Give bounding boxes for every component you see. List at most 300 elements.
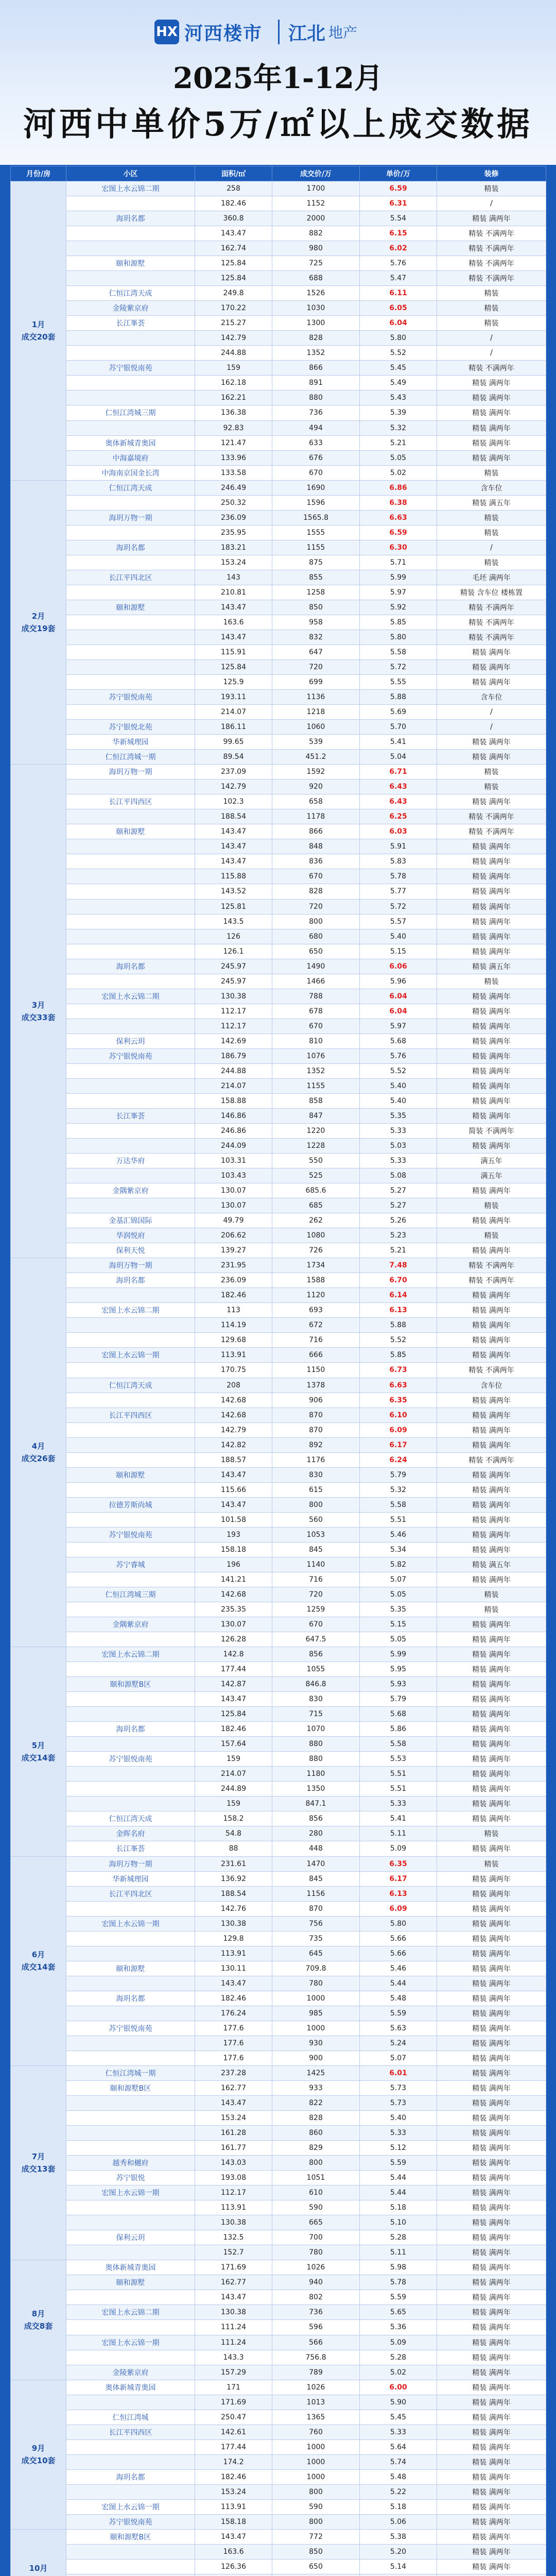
project-cell: [66, 884, 195, 899]
table-row: [11, 1617, 546, 1632]
price-cell: 940: [272, 2275, 360, 2290]
project-cell: 颐和源墅: [66, 600, 195, 615]
table-row: [11, 1078, 546, 1093]
decoration-cell: 精装 满两年: [437, 1093, 546, 1108]
table-row: [11, 435, 546, 450]
price-cell: 1259: [272, 1602, 360, 1617]
project-cell: [66, 1422, 195, 1437]
decoration-cell: 精装 满两年: [437, 1527, 546, 1542]
project-cell: 长江平四西区: [66, 1408, 195, 1422]
unit-price-cell: 6.43: [360, 779, 437, 794]
unit-price-cell: 5.76: [360, 256, 437, 271]
table-row: [11, 1871, 546, 1886]
price-cell: 590: [272, 2499, 360, 2514]
price-cell: 1155: [272, 540, 360, 555]
decoration-cell: 精装 不满两年: [437, 824, 546, 839]
project-cell: [66, 645, 195, 659]
decoration-cell: 精装 满两年: [437, 1647, 546, 1662]
price-cell: 1030: [272, 301, 360, 316]
table-row: [11, 256, 546, 271]
project-cell: [66, 1452, 195, 1467]
project-cell: 越秀和樾府: [66, 2156, 195, 2171]
area-cell: 237.28: [195, 2065, 272, 2080]
unit-price-cell: 5.97: [360, 1019, 437, 1033]
project-cell: 宏图上水云锦二期: [66, 181, 195, 196]
unit-price-cell: 5.11: [360, 2245, 437, 2260]
table-row: [11, 405, 546, 420]
table-row: [11, 226, 546, 241]
brand-divider: [278, 20, 280, 44]
decoration-cell: 精装 满两年: [437, 2245, 546, 2260]
price-cell: 650: [272, 2559, 360, 2574]
project-cell: [66, 2544, 195, 2559]
price-cell: 789: [272, 2365, 360, 2380]
price-cell: 1258: [272, 585, 360, 600]
unit-price-cell: 5.59: [360, 2290, 437, 2305]
area-cell: 142.68: [195, 1408, 272, 1422]
table-row: [11, 2559, 546, 2574]
price-cell: 930: [272, 2036, 360, 2050]
price-cell: 736: [272, 2305, 360, 2320]
area-cell: 208: [195, 1378, 272, 1393]
area-cell: 244.89: [195, 1782, 272, 1797]
price-cell: 800: [272, 1497, 360, 1512]
decoration-cell: 精装 满两年: [437, 1078, 546, 1093]
unit-price-cell: 5.02: [360, 2365, 437, 2380]
project-cell: [66, 271, 195, 286]
col-header-price: 成交价/万: [272, 166, 360, 181]
table-row: [11, 1916, 546, 1931]
unit-price-cell: 5.73: [360, 2096, 437, 2111]
table-row: [11, 884, 546, 899]
unit-price-cell: 5.79: [360, 1692, 437, 1707]
area-cell: 121.47: [195, 435, 272, 450]
price-cell: 699: [272, 675, 360, 690]
unit-price-cell: 5.46: [360, 1527, 437, 1542]
project-cell: [66, 2454, 195, 2469]
project-cell: 苏宁银悦南苑: [66, 690, 195, 705]
decoration-cell: 精装 满两年: [437, 1243, 546, 1258]
price-cell: 880: [272, 1737, 360, 1752]
decoration-cell: 精装 不满两年: [437, 256, 546, 271]
project-cell: 保利天悦: [66, 1243, 195, 1258]
brand-mark: HX: [154, 20, 179, 44]
table-row: [11, 2335, 546, 2350]
area-cell: 126.1: [195, 944, 272, 959]
unit-price-cell: 5.69: [360, 705, 437, 720]
decoration-cell: /: [437, 705, 546, 720]
partner-mark: 江北: [288, 23, 326, 44]
area-cell: 143.3: [195, 2350, 272, 2365]
project-cell: [66, 2245, 195, 2260]
table-row: [11, 2156, 546, 2171]
decoration-cell: 精装: [437, 555, 546, 570]
area-cell: 161.77: [195, 2141, 272, 2156]
project-cell: 金隅紫京府: [66, 1617, 195, 1632]
decoration-cell: 精装 满两年: [437, 2439, 546, 2454]
unit-price-cell: [360, 2574, 437, 2576]
unit-price-cell: 6.13: [360, 1303, 437, 1318]
price-cell: 1060: [272, 720, 360, 735]
decoration-cell: 精装 满两年: [437, 1722, 546, 1737]
table-row: [11, 1542, 546, 1557]
decoration-cell: 精装 满两年: [437, 944, 546, 959]
project-cell: 奥体新城青奥园: [66, 2260, 195, 2275]
table-row: [11, 570, 546, 585]
unit-price-cell: 5.72: [360, 899, 437, 914]
price-cell: 830: [272, 1692, 360, 1707]
table-row: [11, 660, 546, 675]
area-cell: 139.27: [195, 1243, 272, 1258]
price-cell: 1378: [272, 1378, 360, 1393]
project-cell: [66, 1797, 195, 1811]
price-cell: 1053: [272, 1527, 360, 1542]
unit-price-cell: 5.76: [360, 1048, 437, 1063]
decoration-cell: 精装 满两年: [437, 2006, 546, 2021]
project-cell: [66, 1093, 195, 1108]
area-cell: 161.28: [195, 2126, 272, 2141]
table-row: [11, 750, 546, 765]
decoration-cell: 精装 不满两年: [437, 1363, 546, 1378]
unit-price-cell: 5.99: [360, 570, 437, 585]
decoration-cell: 精装 满两年: [437, 1139, 546, 1154]
table-row: [11, 1737, 546, 1752]
unit-price-cell: 5.07: [360, 2050, 437, 2065]
unit-price-cell: 5.15: [360, 944, 437, 959]
project-cell: 长江平四西区: [66, 794, 195, 809]
project-cell: [66, 346, 195, 361]
unit-price-cell: 5.27: [360, 1198, 437, 1213]
table-row: [11, 615, 546, 630]
table-row: [11, 2484, 546, 2499]
decoration-cell: 精装 满两年: [437, 435, 546, 450]
project-cell: 万达华府: [66, 1154, 195, 1168]
area-cell: 143.47: [195, 854, 272, 869]
price-cell: 525: [272, 1168, 360, 1183]
price-cell: 772: [272, 2529, 360, 2544]
price-cell: 1365: [272, 2410, 360, 2425]
price-cell: 1070: [272, 1722, 360, 1737]
decoration-cell: 精装 满两年: [437, 1408, 546, 1422]
project-cell: [66, 420, 195, 435]
price-cell: 650: [272, 944, 360, 959]
price-cell: 1592: [272, 765, 360, 779]
decoration-cell: 精装 满两年: [437, 2080, 546, 2095]
decoration-cell: 精装 满两年: [437, 1752, 546, 1767]
area-cell: 102.3: [195, 794, 272, 809]
unit-price-cell: 5.32: [360, 1482, 437, 1497]
unit-price-cell: 5.92: [360, 600, 437, 615]
decoration-cell: 精装 满两年: [437, 2484, 546, 2499]
table-row: [11, 301, 546, 316]
table-row: [11, 720, 546, 735]
price-cell: 1588: [272, 1273, 360, 1288]
project-cell: 宏图上水云锦一期: [66, 2499, 195, 2514]
project-cell: 宏图上水云锦一期: [66, 2185, 195, 2200]
decoration-cell: 精装 不满两年: [437, 600, 546, 615]
area-cell: 136.38: [195, 405, 272, 420]
table-row: [11, 1811, 546, 1826]
area-cell: 237.09: [195, 765, 272, 779]
month-cell: 9月 成交10套: [11, 2380, 66, 2529]
price-cell: 800: [272, 914, 360, 929]
area-cell: 250.47: [195, 2410, 272, 2425]
decoration-cell: 精装 满两年: [437, 1811, 546, 1826]
decoration-cell: 精装 满两年: [437, 2514, 546, 2529]
price-cell: 1700: [272, 181, 360, 196]
decoration-cell: 精装: [437, 316, 546, 331]
project-cell: 拉德芳斯尚城: [66, 1497, 195, 1512]
decoration-cell: 精装 满两年: [437, 675, 546, 690]
area-cell: 142.8: [195, 1647, 272, 1662]
decoration-cell: 精装 满两年: [437, 2544, 546, 2559]
decoration-cell: 精装 满两年: [437, 1512, 546, 1527]
unit-price-cell: 5.57: [360, 914, 437, 929]
price-cell: 875: [272, 555, 360, 570]
table-row: [11, 1946, 546, 1961]
table-row: [11, 2050, 546, 2065]
table-row: [11, 1258, 546, 1273]
price-cell: 720: [272, 1587, 360, 1602]
price-cell: 494: [272, 420, 360, 435]
project-cell: 颐和源墅: [66, 256, 195, 271]
area-cell: 132.5: [195, 2230, 272, 2245]
price-cell: 870: [272, 1408, 360, 1422]
price-cell: 539: [272, 735, 360, 750]
table-row: [11, 1901, 546, 1916]
unit-price-cell: 5.83: [360, 854, 437, 869]
table-row: [11, 705, 546, 720]
decoration-cell: 精装 满两年: [437, 1961, 546, 1976]
project-cell: [66, 1437, 195, 1452]
area-cell: 125.9: [195, 675, 272, 690]
table-row: [11, 1333, 546, 1348]
area-cell: 235.95: [195, 525, 272, 540]
decoration-cell: 精装 满两年: [437, 376, 546, 391]
col-header-project: 小区: [66, 166, 195, 181]
table-row: [11, 2141, 546, 2156]
table-row: [11, 1602, 546, 1617]
price-cell: 1596: [272, 495, 360, 510]
unit-price-cell: 6.09: [360, 1901, 437, 1916]
area-cell: 258: [195, 181, 272, 196]
area-cell: 182.46: [195, 1722, 272, 1737]
col-header-decoration: 装修: [437, 166, 546, 181]
unit-price-cell: 6.11: [360, 286, 437, 301]
project-cell: [66, 391, 195, 405]
decoration-cell: 精装 满两年: [437, 1393, 546, 1408]
unit-price-cell: 5.18: [360, 2499, 437, 2514]
unit-price-cell: 5.68: [360, 1033, 437, 1048]
area-cell: 125.84: [195, 1707, 272, 1722]
price-cell: 780: [272, 1976, 360, 1991]
price-cell: 685: [272, 1198, 360, 1213]
area-cell: 129.8: [195, 1931, 272, 1946]
table-row: [11, 241, 546, 256]
area-cell: 210.81: [195, 585, 272, 600]
decoration-cell: 精装 满两年: [437, 2395, 546, 2410]
table-row: [11, 196, 546, 211]
area-cell: 125.81: [195, 899, 272, 914]
table-row: [11, 2021, 546, 2036]
area-cell: 171: [195, 2380, 272, 2395]
unit-price-cell: 5.28: [360, 2230, 437, 2245]
decoration-cell: 精装 满两年: [437, 839, 546, 854]
area-cell: 125.84: [195, 256, 272, 271]
decoration-cell: 精装 满两年: [437, 1497, 546, 1512]
project-cell: 仁恒江湾天成: [66, 1378, 195, 1393]
price-cell: 1178: [272, 809, 360, 824]
decoration-cell: 精装: [437, 1587, 546, 1602]
price-cell: 693: [272, 1303, 360, 1318]
unit-price-cell: 5.08: [360, 1168, 437, 1183]
table-row: [11, 2454, 546, 2469]
price-cell: 1555: [272, 525, 360, 540]
price-cell: 822: [272, 2096, 360, 2111]
project-cell: [66, 2036, 195, 2050]
area-cell: 146.86: [195, 1108, 272, 1123]
price-cell: 1136: [272, 690, 360, 705]
decoration-cell: 精装 满两年: [437, 450, 546, 465]
area-cell: 152.7: [195, 2245, 272, 2260]
decoration-cell: 精装 满两年: [437, 2230, 546, 2245]
unit-price-cell: 5.86: [360, 1722, 437, 1737]
area-cell: 158.18: [195, 2514, 272, 2529]
table-row: [11, 2499, 546, 2514]
project-cell: [66, 2320, 195, 2335]
price-cell: 1140: [272, 1557, 360, 1572]
project-cell: 仁恒江湾城三期: [66, 405, 195, 420]
area-cell: 143.47: [195, 1467, 272, 1482]
price-cell: 736: [272, 405, 360, 420]
unit-price-cell: 5.28: [360, 2350, 437, 2365]
area-cell: 99.65: [195, 735, 272, 750]
project-cell: 华润悦府: [66, 1228, 195, 1243]
table-row: [11, 1632, 546, 1647]
decoration-cell: 精装: [437, 510, 546, 525]
unit-price-cell: 5.49: [360, 376, 437, 391]
price-cell: 847.1: [272, 1797, 360, 1811]
project-cell: 苏宁银悦南苑: [66, 2021, 195, 2036]
project-cell: 宏图上水云锦二期: [66, 1303, 195, 1318]
decoration-cell: 精装 满两年: [437, 2111, 546, 2126]
table-row: [11, 1512, 546, 1527]
decoration-cell: 精装 满两年: [437, 2171, 546, 2185]
price-cell: 1180: [272, 1767, 360, 1782]
project-cell: 仁恒江湾城一期: [66, 750, 195, 765]
table-row: [11, 1093, 546, 1108]
price-cell: 716: [272, 1333, 360, 1348]
table-row: [11, 914, 546, 929]
decoration-cell: 精装: [437, 974, 546, 989]
decoration-cell: 精装 满两年: [437, 1108, 546, 1123]
unit-price-cell: 5.40: [360, 1093, 437, 1108]
decoration-cell: /: [437, 540, 546, 555]
table-row: [11, 420, 546, 435]
decoration-cell: 精装 满两年: [437, 1991, 546, 2006]
project-cell: [66, 331, 195, 346]
project-cell: [66, 660, 195, 675]
price-cell: 678: [272, 1004, 360, 1019]
unit-price-cell: 5.41: [360, 735, 437, 750]
unit-price-cell: 5.33: [360, 2126, 437, 2141]
project-cell: [66, 675, 195, 690]
unit-price-cell: 6.86: [360, 480, 437, 495]
decoration-cell: 含车位: [437, 690, 546, 705]
project-cell: [66, 899, 195, 914]
project-cell: 颐和源墅B区: [66, 2529, 195, 2544]
month-cell: 6月 成交14套: [11, 1856, 66, 2065]
decoration-cell: 精装: [437, 525, 546, 540]
decoration-cell: 精装 满两年: [437, 1303, 546, 1318]
area-cell: 115.88: [195, 869, 272, 884]
price-cell: 985: [272, 2006, 360, 2021]
project-cell: [66, 1168, 195, 1183]
area-cell: 193: [195, 1527, 272, 1542]
price-cell: 1300: [272, 316, 360, 331]
project-cell: [66, 2111, 195, 2126]
area-cell: 143.47: [195, 2529, 272, 2544]
table-row: [11, 1108, 546, 1123]
decoration-cell: 精装 满两年: [437, 1213, 546, 1228]
area-cell: 103.31: [195, 1154, 272, 1168]
decoration-cell: 精装 满两年: [437, 2215, 546, 2230]
decoration-cell: 精装 满五年: [437, 495, 546, 510]
decoration-cell: 精装: [437, 1228, 546, 1243]
table-row: [11, 361, 546, 376]
price-cell: 1156: [272, 1886, 360, 1901]
area-cell: 143.52: [195, 884, 272, 899]
table-row: [11, 331, 546, 346]
unit-price-cell: 5.55: [360, 675, 437, 690]
unit-price-cell: 5.58: [360, 1497, 437, 1512]
table-row: [11, 1273, 546, 1288]
table-row: [11, 2529, 546, 2544]
unit-price-cell: 6.17: [360, 1437, 437, 1452]
price-cell: 672: [272, 1318, 360, 1333]
area-cell: 196: [195, 1557, 272, 1572]
area-cell: 159: [195, 1752, 272, 1767]
table-row: [11, 2574, 546, 2576]
unit-price-cell: 6.71: [360, 765, 437, 779]
area-cell: 236.09: [195, 1273, 272, 1288]
decoration-cell: 精装 满两年: [437, 1931, 546, 1946]
unit-price-cell: 6.00: [360, 2380, 437, 2395]
price-cell: 566: [272, 2335, 360, 2350]
table-row: [11, 1348, 546, 1363]
table-row: [11, 1243, 546, 1258]
unit-price-cell: 5.52: [360, 1333, 437, 1348]
unit-price-cell: 5.85: [360, 615, 437, 630]
project-cell: [66, 1512, 195, 1527]
area-cell: 158.18: [195, 1542, 272, 1557]
unit-price-cell: 5.53: [360, 1752, 437, 1767]
decoration-cell: 精装 满两年: [437, 1916, 546, 1931]
decoration-cell: 精装 满两年: [437, 1482, 546, 1497]
price-cell: 262: [272, 1213, 360, 1228]
area-cell: 142.68: [195, 1587, 272, 1602]
area-cell: 188.57: [195, 1452, 272, 1467]
unit-price-cell: 5.22: [360, 2484, 437, 2499]
decoration-cell: 精装: [437, 465, 546, 480]
area-cell: 143.47: [195, 1497, 272, 1512]
decoration-cell: 精装 满两年: [437, 2320, 546, 2335]
price-cell: 688: [272, 271, 360, 286]
price-cell: 720: [272, 899, 360, 914]
unit-price-cell: 5.90: [360, 2395, 437, 2410]
unit-price-cell: 5.05: [360, 450, 437, 465]
project-cell: [66, 779, 195, 794]
